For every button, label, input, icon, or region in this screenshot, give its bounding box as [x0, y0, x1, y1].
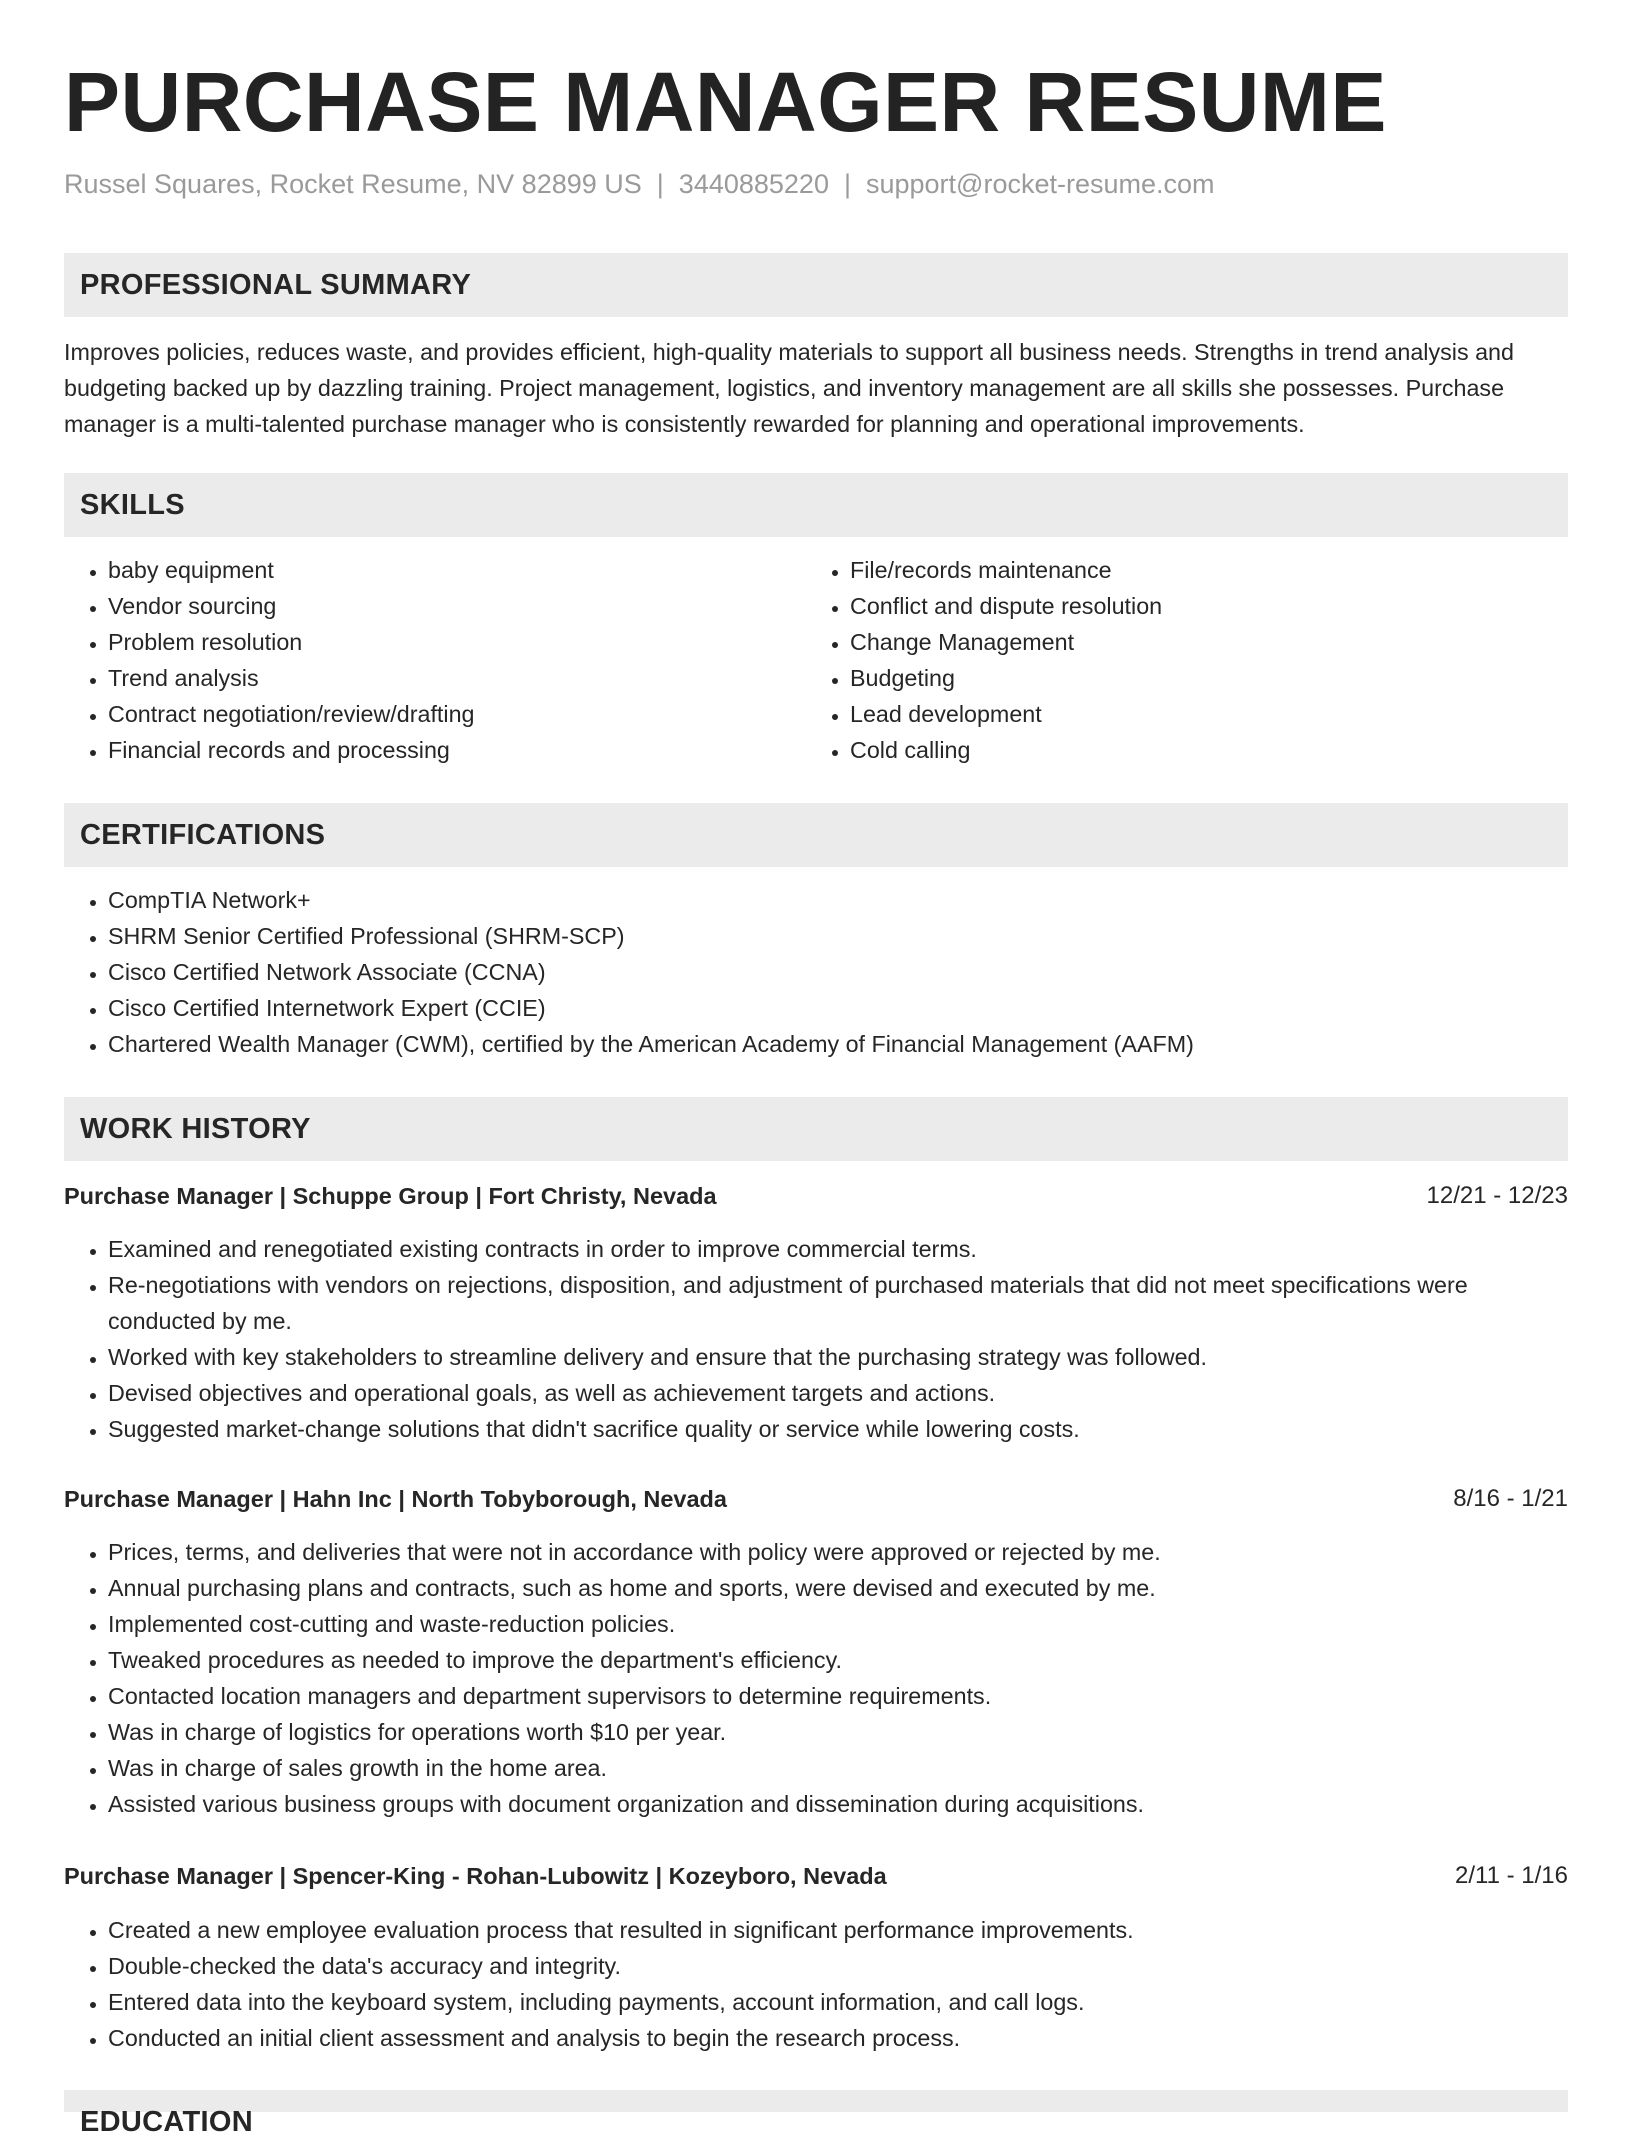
section-heading: CERTIFICATIONS [80, 819, 326, 851]
section-heading: SKILLS [80, 489, 185, 521]
job-bullet: • Contacted location managers and department supervisors to determine requirements. [108, 1678, 1568, 1714]
contact-phone: 3440885220 [678, 169, 829, 199]
contact-address: Russel Squares, Rocket Resume, NV 82899 US [64, 169, 642, 199]
certification-item: • Cisco Certified Internetwork Expert (CCIE) [108, 990, 1568, 1026]
section-heading: PROFESSIONAL SUMMARY [80, 269, 472, 301]
skill-item: • Vendor sourcing [108, 588, 808, 624]
section-header-summary [64, 253, 1568, 317]
section-header-certifications [64, 803, 1568, 867]
job-bullet: • Was in charge of logistics for operations worth $10 per year. [108, 1714, 1568, 1750]
job-dates: 8/16 - 1/21 [1453, 1485, 1568, 1512]
job-bullet: • Double-checked the data's accuracy and integrity. [108, 1948, 1568, 1984]
job-bullet: • Examined and renegotiated existing contracts in order to improve commercial terms. [108, 1231, 1568, 1267]
job-title: Purchase Manager | Spencer-King - Rohan-Lubowitz | Kozeyboro, Nevada [64, 1863, 887, 1889]
job-bullet: • Was in charge of sales growth in the home area. [108, 1750, 1568, 1786]
job-title: Purchase Manager | Schuppe Group | Fort Christy, Nevada [64, 1183, 717, 1209]
job-bullet: • Suggested market-change solutions that didn't sacrifice quality or service while lowering costs. [108, 1411, 1568, 1447]
skill-item: • Trend analysis [108, 660, 808, 696]
certification-item: • CompTIA Network+ [108, 882, 1568, 918]
skill-item: • baby equipment [108, 552, 808, 588]
certification-item: • SHRM Senior Certified Professional (SHRM-SCP) [108, 918, 1568, 954]
summary-text: Improves policies, reduces waste, and provides efficient, high-quality materials to support all business needs. Strengths in trend analysis and budgeting backed up by dazzling training. Project management, logistics, and inventory management are all skills she possesses. Purchase manager is a multi-talented purchase manager who is consistently rewarded for planning and operational improvements. [64, 339, 1514, 437]
job-bullets [64, 1231, 1568, 1447]
skill-item: • Problem resolution [108, 624, 808, 660]
job-bullet: • Created a new employee evaluation process that resulted in significant performance improvements. [108, 1912, 1568, 1948]
job-bullet: • Worked with key stakeholders to streamline delivery and ensure that the purchasing strategy was followed. [108, 1339, 1568, 1375]
skills-list-left [64, 552, 808, 768]
contact-email: support@rocket-resume.com [865, 169, 1215, 199]
contact-line [64, 166, 1215, 202]
job-bullet: • Tweaked procedures as needed to improve the department's efficiency. [108, 1642, 1568, 1678]
job-bullet: • Entered data into the keyboard system, including payments, account information, and call logs. [108, 1984, 1568, 2020]
section-heading: EDUCATION [80, 2106, 253, 2138]
resume-title: PURCHASE MANAGER RESUME [64, 55, 1387, 149]
skill-item: • Conflict and dispute resolution [850, 588, 1590, 624]
job-dates: 2/11 - 1/16 [1455, 1862, 1568, 1889]
contact-separator: | [656, 169, 664, 199]
skill-item: • Budgeting [850, 660, 1590, 696]
certifications-list [64, 882, 1568, 1062]
skill-item: • File/records maintenance [850, 552, 1590, 588]
skill-item: • Contract negotiation/review/drafting [108, 696, 808, 732]
job-bullets [64, 1912, 1568, 2056]
skill-item: • Change Management [850, 624, 1590, 660]
job-bullet: • Conducted an initial client assessment and analysis to begin the research process. [108, 2020, 1568, 2056]
job-bullet: • Prices, terms, and deliveries that were not in accordance with policy were approved or rejected by me. [108, 1534, 1568, 1570]
section-header-education [64, 2090, 1568, 2138]
job-bullet: • Devised objectives and operational goals, as well as achievement targets and actions. [108, 1375, 1568, 1411]
certification-item: • Cisco Certified Network Associate (CCNA) [108, 954, 1568, 990]
job-bullet: • Assisted various business groups with document organization and dissemination during acquisitions. [108, 1786, 1568, 1822]
job-bullet: • Implemented cost-cutting and waste-reduction policies. [108, 1606, 1568, 1642]
job-bullet: • Annual purchasing plans and contracts, such as home and sports, were devised and executed by me. [108, 1570, 1568, 1606]
skills-list-right [806, 552, 1590, 768]
section-header-skills [64, 473, 1568, 537]
skill-item: • Financial records and processing [108, 732, 808, 768]
section-header-work-history [64, 1097, 1568, 1161]
section-heading: WORK HISTORY [80, 1113, 311, 1145]
job-bullets [64, 1534, 1568, 1822]
contact-separator: | [843, 169, 851, 199]
skill-item: • Cold calling [850, 732, 1590, 768]
job-title: Purchase Manager | Hahn Inc | North Tobyborough, Nevada [64, 1486, 727, 1512]
skill-item: • Lead development [850, 696, 1590, 732]
job-bullet: • Re-negotiations with vendors on rejections, disposition, and adjustment of purchased materials that did not meet specifications were conducted by me. [108, 1267, 1568, 1339]
job-dates: 12/21 - 12/23 [1426, 1182, 1568, 1209]
certification-item: • Chartered Wealth Manager (CWM), certified by the American Academy of Financial Management (AAFM) [108, 1026, 1568, 1062]
